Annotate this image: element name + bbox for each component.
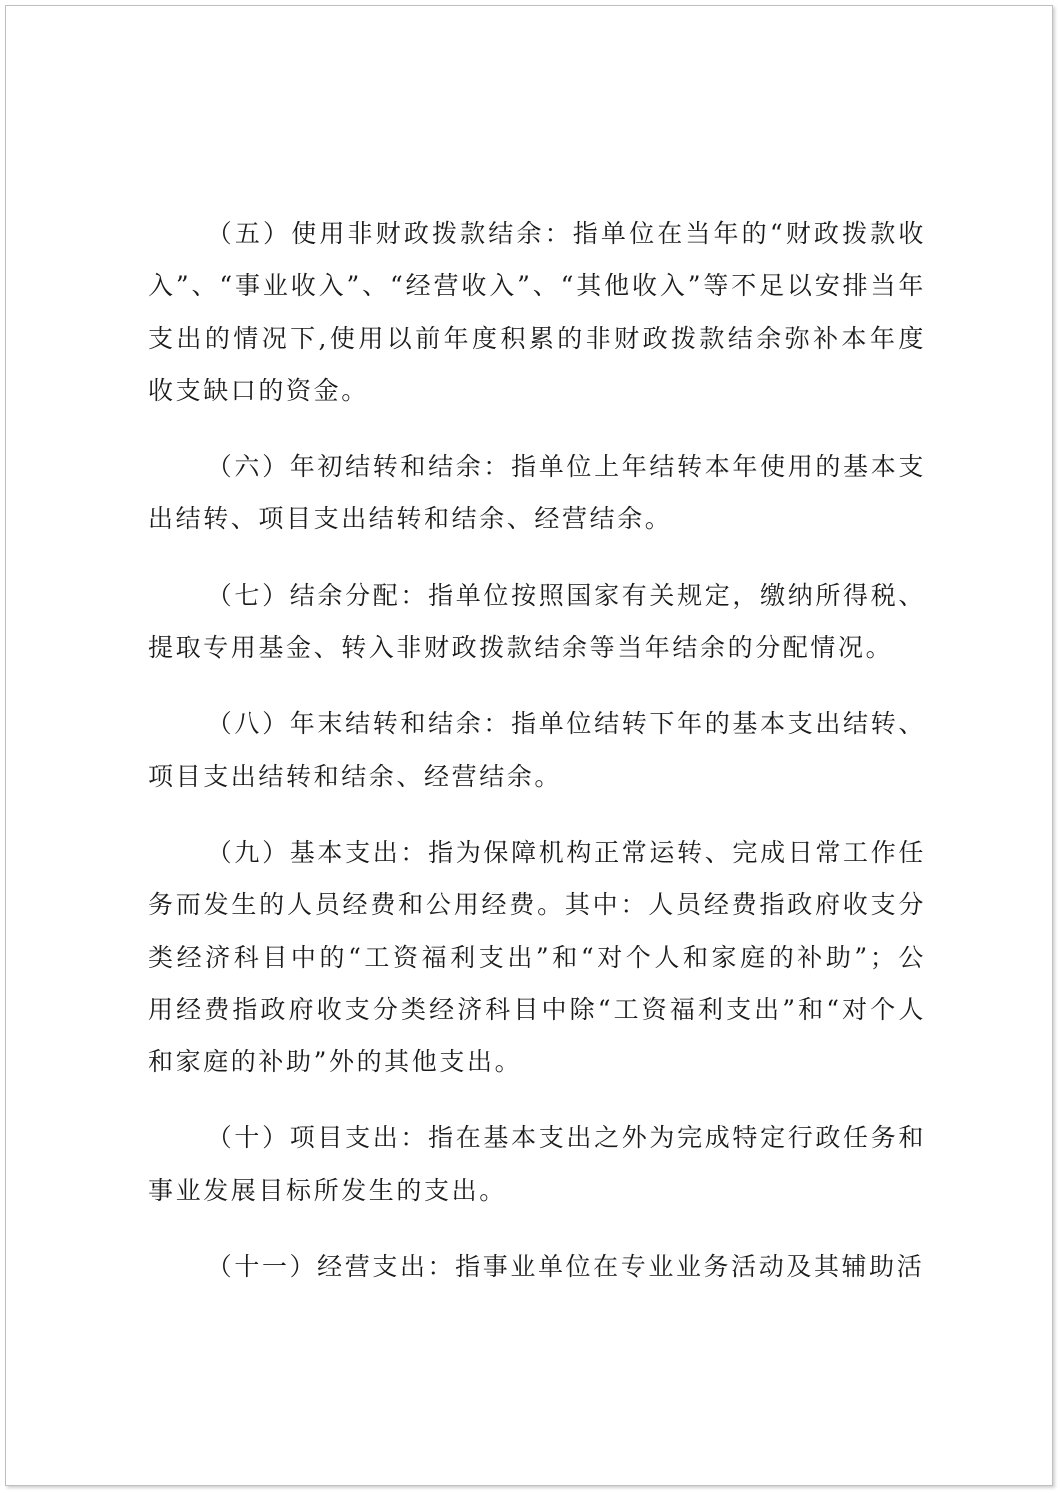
paragraph-5-unused-nonfiscal-surplus: （五）使用非财政拨款结余：指单位在当年的“财政拨款收入”、“事业收入”、“经营收入”、“其他收入”等不足以安排当年支出的情况下,使用以前年度积累的非财政拨款结余弥补本年度收支缺口的资金。	[148, 219, 926, 405]
paragraph-7-surplus-distribution: （七）结余分配：指单位按照国家有关规定，缴纳所得税、提取专用基金、转入非财政拨款结余等当年结余的分配情况。	[148, 580, 926, 663]
paragraph-11-operating-expenditure: （十一）经营支出：指事业单位在专业业务活动及其辅助活	[206, 1252, 925, 1282]
paragraph-9-basic-expenditure: （九）基本支出：指为保障机构正常运转、完成日常工作任务而发生的人员经费和公用经费。其中：人员经费指政府收支分类经济科目中的“工资福利支出”和“对个人和家庭的补助”；公用经费指政府收支分类经济科目中除“工资福利支出”和“对个人和家庭的补助”外的其他支出。	[148, 837, 926, 1077]
document-body	[148, 208, 926, 1293]
paragraph-6-opening-carryover: （六）年初结转和结余：指单位上年结转本年使用的基本支出结转、项目支出结转和结余、经营结余。	[148, 452, 926, 534]
paragraph-10-project-expenditure: （十）项目支出：指在基本支出之外为完成特定行政任务和事业发展目标所发生的支出。	[148, 1123, 926, 1205]
paragraph-8-closing-carryover: （八）年末结转和结余：指单位结转下年的基本支出结转、项目支出结转和结余、经营结余。	[148, 709, 926, 791]
document-page	[5, 5, 1053, 1486]
